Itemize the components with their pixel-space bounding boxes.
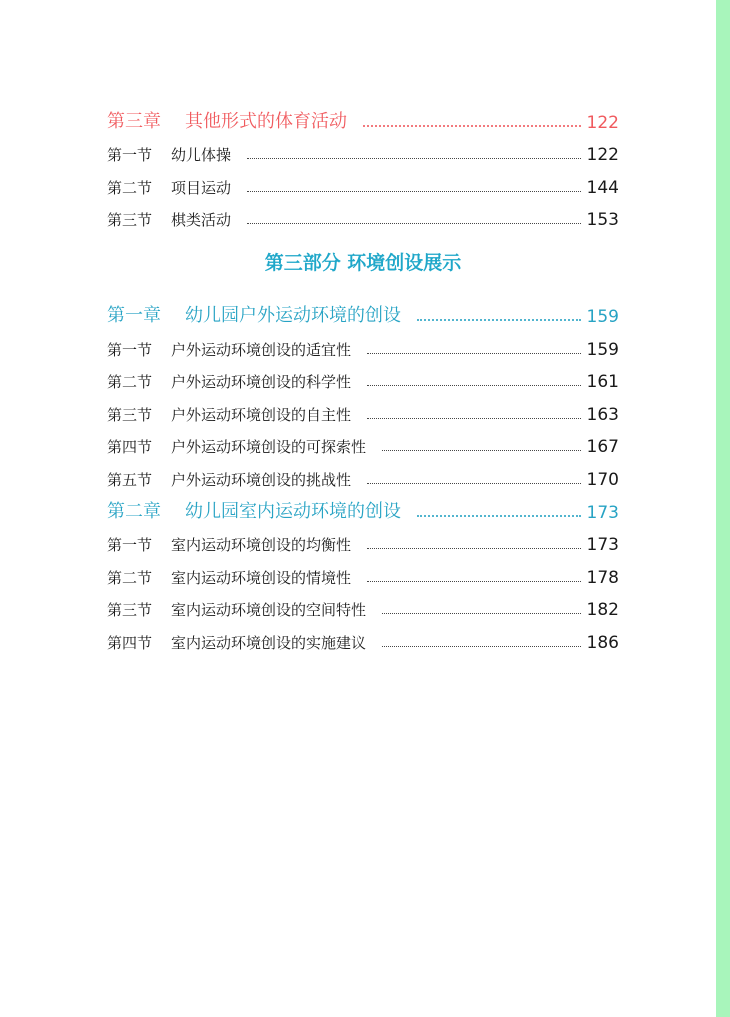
entry-number: 第二节 (107, 568, 153, 587)
entry-page-number: 182 (586, 600, 619, 621)
entry-page-number: 178 (586, 567, 619, 588)
entry-number: 第二节 (107, 373, 153, 392)
entry-title: 户外运动环境创设的挑战性 (171, 470, 352, 489)
table-of-contents (107, 100, 619, 653)
entry-page-number: 163 (586, 404, 619, 425)
entry-number: 第二节 (107, 178, 153, 197)
entry-number: 第一节 (107, 340, 153, 359)
dot-leader (247, 191, 581, 192)
entry-title: 棋类活动 (171, 211, 232, 230)
toc-section-entry[interactable] (107, 620, 619, 653)
toc-group-top (107, 100, 619, 230)
dot-leader (382, 613, 581, 614)
dot-leader (367, 483, 581, 484)
toc-section-entry[interactable] (107, 360, 619, 393)
entry-page-number: 186 (586, 632, 619, 653)
toc-chapter-entry[interactable] (107, 294, 619, 327)
part-heading: 第三部分 环境创设展示 (264, 252, 462, 275)
toc-chapter-entry[interactable] (107, 100, 619, 133)
entry-number: 第三节 (107, 405, 153, 424)
entry-number: 第一节 (107, 146, 153, 165)
entry-number: 第三节 (107, 601, 153, 620)
toc-section-entry[interactable] (107, 555, 619, 588)
entry-number: 第三章 (107, 110, 161, 132)
entry-number: 第一节 (107, 536, 153, 555)
entry-page-number: 161 (586, 372, 619, 393)
entry-page-number: 159 (586, 339, 619, 360)
entry-title: 幼儿体操 (171, 146, 232, 165)
entry-number: 第三节 (107, 211, 153, 230)
entry-title: 幼儿园室内运动环境的创设 (185, 500, 401, 522)
entry-page-number: 122 (586, 145, 619, 166)
toc-chapter-entry[interactable] (107, 490, 619, 523)
dot-leader (367, 548, 581, 549)
toc-section-entry[interactable] (107, 425, 619, 458)
entry-title: 户外运动环境创设的自主性 (171, 405, 352, 424)
entry-title: 户外运动环境创设的可探索性 (171, 438, 367, 457)
dot-leader (367, 385, 581, 386)
entry-title: 室内运动环境创设的空间特性 (171, 601, 367, 620)
entry-page-number: 167 (586, 437, 619, 458)
toc-section-entry[interactable] (107, 133, 619, 166)
toc-group-bottom (107, 294, 619, 653)
entry-title: 其他形式的体育活动 (185, 110, 347, 132)
entry-title: 室内运动环境创设的均衡性 (171, 536, 352, 555)
entry-number: 第一章 (107, 304, 161, 326)
dot-leader (367, 581, 581, 582)
dot-leader (382, 646, 581, 647)
toc-section-entry[interactable] (107, 198, 619, 231)
toc-section-entry[interactable] (107, 392, 619, 425)
entry-number: 第四节 (107, 438, 153, 457)
entry-page-number: 144 (586, 177, 619, 198)
toc-section-entry[interactable] (107, 588, 619, 621)
dot-leader (363, 125, 581, 127)
side-color-strip (716, 0, 730, 1017)
entry-title: 室内运动环境创设的情境性 (171, 568, 352, 587)
entry-title: 户外运动环境创设的适宜性 (171, 340, 352, 359)
dot-leader (247, 223, 581, 224)
entry-title: 室内运动环境创设的实施建议 (171, 633, 367, 652)
dot-leader (382, 450, 581, 451)
dot-leader (417, 515, 581, 517)
entry-number: 第五节 (107, 470, 153, 489)
entry-title: 幼儿园户外运动环境的创设 (185, 304, 401, 326)
entry-title: 项目运动 (171, 178, 232, 197)
entry-number: 第四节 (107, 633, 153, 652)
entry-page-number: 173 (586, 502, 619, 523)
dot-leader (247, 158, 581, 159)
toc-section-entry[interactable] (107, 165, 619, 198)
entry-page-number: 122 (586, 112, 619, 133)
entry-page-number: 170 (586, 469, 619, 490)
entry-number: 第二章 (107, 500, 161, 522)
entry-page-number: 153 (586, 210, 619, 231)
dot-leader (367, 353, 581, 354)
toc-section-entry[interactable] (107, 457, 619, 490)
toc-section-entry[interactable] (107, 523, 619, 556)
entry-page-number: 159 (586, 306, 619, 327)
entry-title: 户外运动环境创设的科学性 (171, 373, 352, 392)
dot-leader (367, 418, 581, 419)
toc-section-entry[interactable] (107, 327, 619, 360)
entry-page-number: 173 (586, 535, 619, 556)
dot-leader (417, 319, 581, 321)
